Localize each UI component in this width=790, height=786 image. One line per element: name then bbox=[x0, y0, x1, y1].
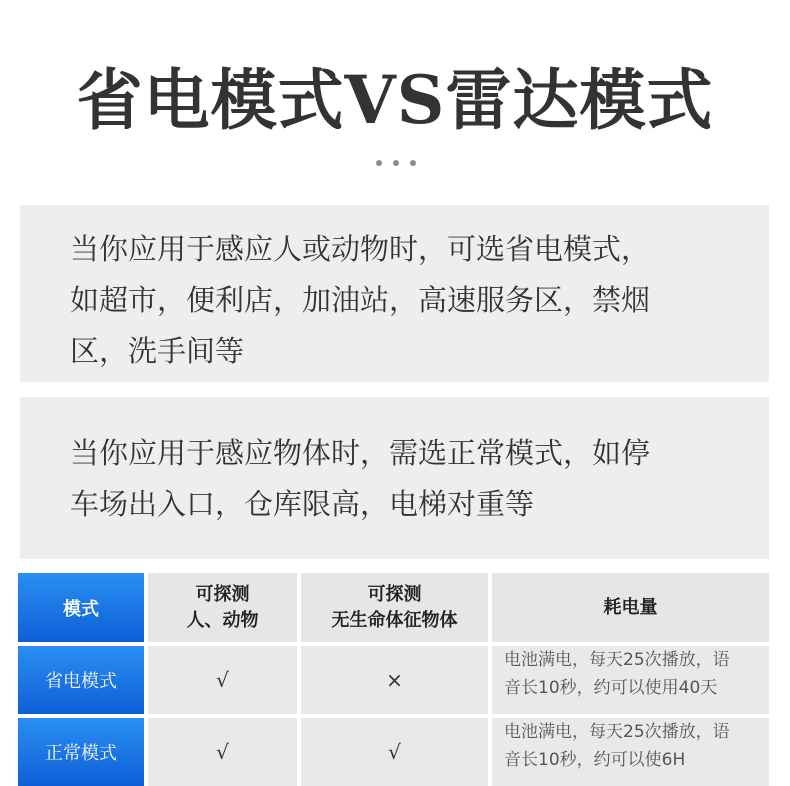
header-detect-objects bbox=[301, 573, 488, 642]
note-line: 电池满电，每天25次播放，语 bbox=[504, 650, 730, 670]
note-line: 电池满电，每天25次播放，语 bbox=[504, 722, 730, 742]
cell-people-animals bbox=[148, 646, 297, 714]
divider-dot bbox=[393, 160, 399, 166]
card-text-line: 车场出入口，仓库限高，电梯对重等 bbox=[70, 487, 535, 521]
header-text: 耗电量 bbox=[603, 596, 658, 618]
header-text: 可探测 bbox=[195, 583, 250, 605]
header-text: 可探测 bbox=[367, 583, 422, 605]
check-mark: √ bbox=[216, 668, 229, 692]
page-title: 省电模式VS雷达模式 bbox=[76, 61, 714, 139]
divider-dot bbox=[376, 160, 382, 166]
card-text-line: 区，洗手间等 bbox=[70, 334, 245, 368]
header-detect-people-animals bbox=[148, 573, 297, 642]
card-text-line: 当你应用于感应物体时，需选正常模式，如停 bbox=[70, 436, 651, 470]
row-mode-normal: 正常模式 bbox=[18, 718, 144, 786]
card-text-line: 当你应用于感应人或动物时，可选省电模式， bbox=[70, 232, 651, 266]
divider-dot bbox=[410, 160, 416, 166]
note-line: 音长10秒，约可以使用40天 bbox=[504, 678, 718, 698]
cell-objects bbox=[301, 646, 488, 714]
cell-power-note bbox=[492, 718, 769, 786]
cell-power-note bbox=[492, 646, 769, 714]
card-text-line: 如超市，便利店，加油站，高速服务区，禁烟 bbox=[70, 283, 651, 317]
cell-people-animals bbox=[148, 718, 297, 786]
check-mark: √ bbox=[216, 740, 229, 764]
info-card-normal-mode bbox=[20, 397, 769, 559]
header-mode: 模式 bbox=[18, 573, 144, 642]
note-line: 音长10秒，约可以使6H bbox=[504, 750, 686, 770]
header-text: 人、动物 bbox=[186, 609, 259, 631]
check-mark: √ bbox=[388, 740, 401, 764]
dots-divider bbox=[376, 160, 416, 168]
cross-mark: × bbox=[386, 668, 403, 692]
row-mode-power-saving: 省电模式 bbox=[18, 646, 144, 714]
header-power-consumption bbox=[492, 573, 769, 642]
cell-objects bbox=[301, 718, 488, 786]
header-text: 无生命体征物体 bbox=[331, 609, 458, 631]
info-card-power-saving bbox=[20, 205, 769, 382]
